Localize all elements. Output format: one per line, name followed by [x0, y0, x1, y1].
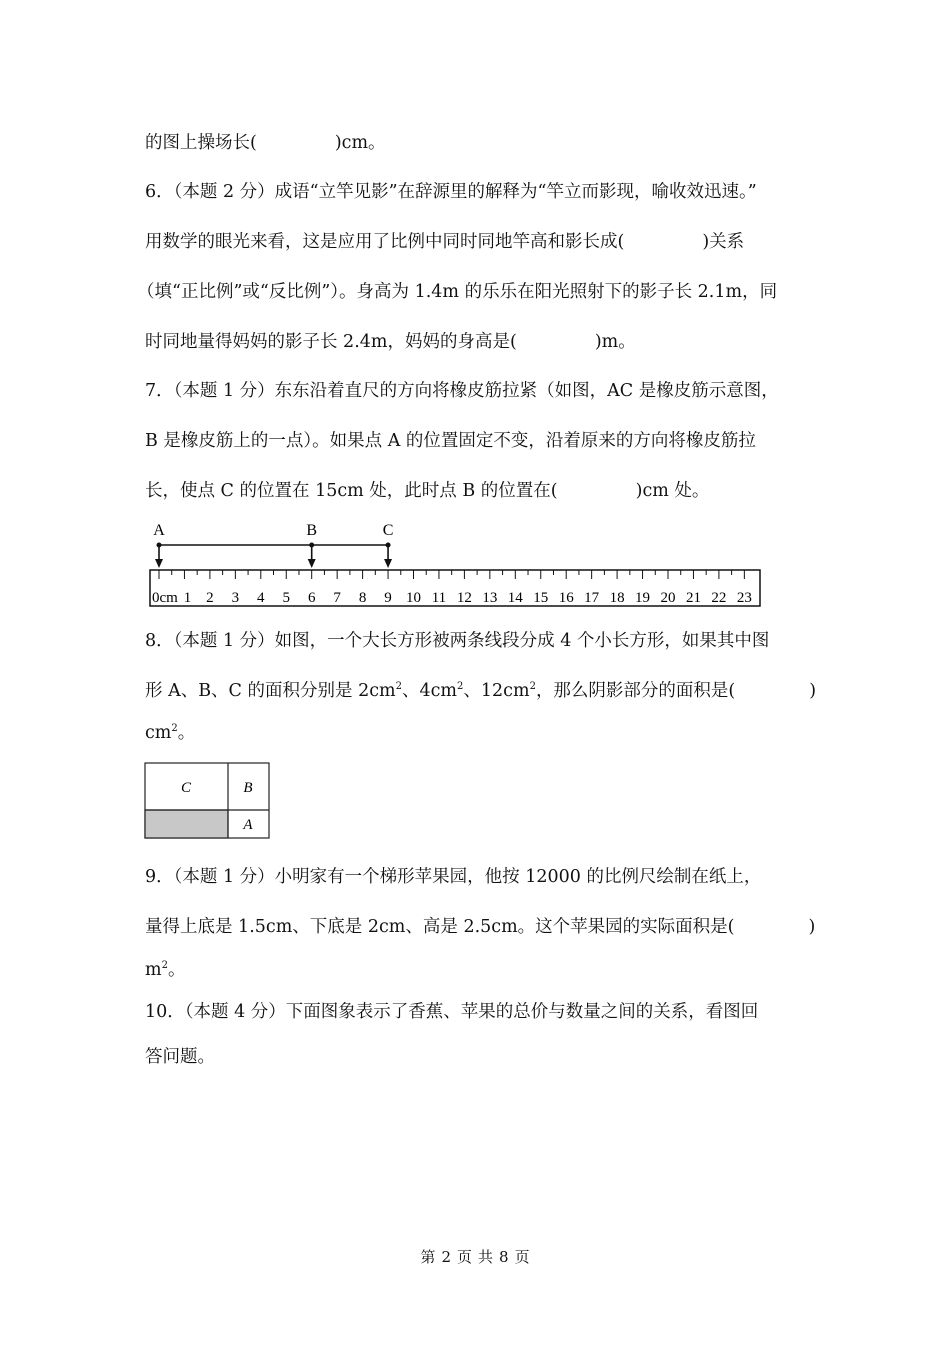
footer-text: 共: [478, 1248, 494, 1266]
point-label-b: B: [306, 522, 318, 539]
q8-line-2: [145, 680, 816, 702]
q8-text: ): [809, 681, 817, 701]
q6-text: )m。: [594, 332, 636, 352]
ruler-tick-label: 23: [736, 590, 752, 606]
q7-line-3: [145, 480, 709, 502]
ruler-tick-label: 17: [584, 590, 600, 606]
q9-text: 。: [167, 960, 186, 980]
footer-text: 页: [514, 1248, 530, 1266]
page-footer: [0, 1246, 950, 1267]
shaded-region: [145, 810, 228, 838]
ruler-zero-label: 0cm: [152, 590, 178, 606]
superscript: 2: [457, 681, 464, 692]
footer-text: 第: [420, 1248, 436, 1266]
ruler-tick-label: 19: [635, 590, 651, 606]
arrow-head: [155, 559, 163, 568]
ruler-tick-label: 3: [231, 590, 240, 606]
arrow-head: [384, 559, 392, 568]
superscript: 2: [171, 723, 178, 734]
arrow-head: [308, 559, 316, 568]
point-label-a: A: [153, 522, 165, 539]
ruler-tick-label: 22: [711, 590, 727, 606]
ruler-tick-label: 7: [333, 590, 341, 606]
q8-line-1: 8．（本题 1 分）如图，一个大长方形被两条线段分成 4 个小长方形，如果其中图: [145, 631, 770, 651]
q6-line-4: [145, 331, 636, 353]
ruler-tick-label: 21: [685, 590, 701, 606]
page-number: 2: [441, 1248, 451, 1266]
ruler-tick-label: 13: [482, 590, 498, 606]
footer-text: 页: [456, 1248, 472, 1266]
superscript: 2: [529, 681, 536, 692]
q9-text: m: [145, 960, 162, 980]
ruler-figure: [145, 520, 765, 610]
q7-line-2: B 是橡皮筋上的一点）。如果点 A 的位置固定不变，沿着原来的方向将橡皮筋拉: [145, 431, 756, 451]
q6-line-1: 6．（本题 2 分）成语“立竿见影”在辞源里的解释为“竿立而影现，喻收效迅速。”: [145, 182, 757, 202]
ruler-tick-label: 8: [358, 590, 367, 606]
ruler-tick-label: 20: [660, 590, 676, 606]
q5-tail-line: [145, 132, 386, 154]
ruler-tick-label: 12: [456, 590, 472, 606]
q6-line-3: （填“正比例”或“反比例”）。身高为 1.4m 的乐乐在阳光照射下的影子长 2.1m，同: [137, 282, 778, 302]
ruler-tick-label: 16: [558, 590, 574, 606]
q7-text: )cm 处。: [635, 481, 710, 501]
q8-text: 、4cm: [401, 681, 458, 701]
label-b: B: [243, 780, 253, 796]
page-total: 8: [499, 1248, 509, 1266]
ruler-tick-label: 18: [609, 590, 625, 606]
q9-text: 量得上底是 1.5cm、下底是 2cm、高是 2.5cm。这个苹果园的实际面积是(: [145, 917, 735, 937]
q9-line-2: [145, 916, 815, 938]
ruler-tick-label: 6: [307, 590, 316, 606]
q6-text: )关系: [702, 232, 745, 252]
ruler-tick-label: 9: [384, 590, 392, 606]
q6-text: 时同地量得妈妈的影子长 2.4m，妈妈的身高是(: [145, 332, 517, 352]
q5-text: 的图上操场长(: [145, 133, 257, 153]
q7-line-1: 7．（本题 1 分）东东沿着直尺的方向将橡皮筋拉紧（如图，AC 是橡皮筋示意图，: [145, 381, 779, 401]
ruler-tick-label: 10: [406, 590, 421, 606]
q8-text: 形 A、B、C 的面积分别是 2cm: [145, 681, 396, 701]
superscript: 2: [395, 681, 402, 692]
q10-line-2: 答问题。: [145, 1047, 215, 1067]
rectangle-figure: [144, 762, 270, 840]
point-label-c: C: [382, 522, 394, 539]
superscript: 2: [161, 960, 168, 971]
q5-text: )cm。: [334, 133, 386, 153]
ruler-tick-label: 15: [533, 590, 549, 606]
q8-text: 。: [177, 723, 196, 743]
q10-line-1: 10．（本题 4 分）下面图象表示了香蕉、苹果的总价与数量之间的关系，看图回: [145, 1002, 759, 1022]
ruler-tick-label: 11: [431, 590, 447, 606]
q9-text: ): [808, 917, 816, 937]
ruler-tick-label: 4: [257, 590, 265, 606]
label-a: A: [243, 817, 253, 833]
q8-line-3: [145, 722, 195, 744]
ruler-tick-label: 5: [282, 590, 290, 606]
q8-text: cm: [145, 723, 172, 743]
q8-text: 、12cm: [463, 681, 530, 701]
q7-text: 长，使点 C 的位置在 15cm 处，此时点 B 的位置在(: [145, 481, 558, 501]
q6-text: 用数学的眼光来看，这是应用了比例中同时同地竿高和影长成(: [145, 232, 625, 252]
q8-text: ，那么阴影部分的面积是(: [535, 681, 736, 701]
q6-line-2: [145, 231, 744, 253]
ruler-tick-label: 14: [507, 590, 523, 606]
q9-line-3: [145, 959, 185, 981]
q9-line-1: 9．（本题 1 分）小明家有一个梯形苹果园，他按 12000 的比例尺绘制在纸上，: [145, 867, 762, 887]
ruler-tick-label: 1: [183, 590, 192, 606]
label-c: C: [180, 780, 192, 796]
ruler-tick-label: 2: [206, 590, 214, 606]
